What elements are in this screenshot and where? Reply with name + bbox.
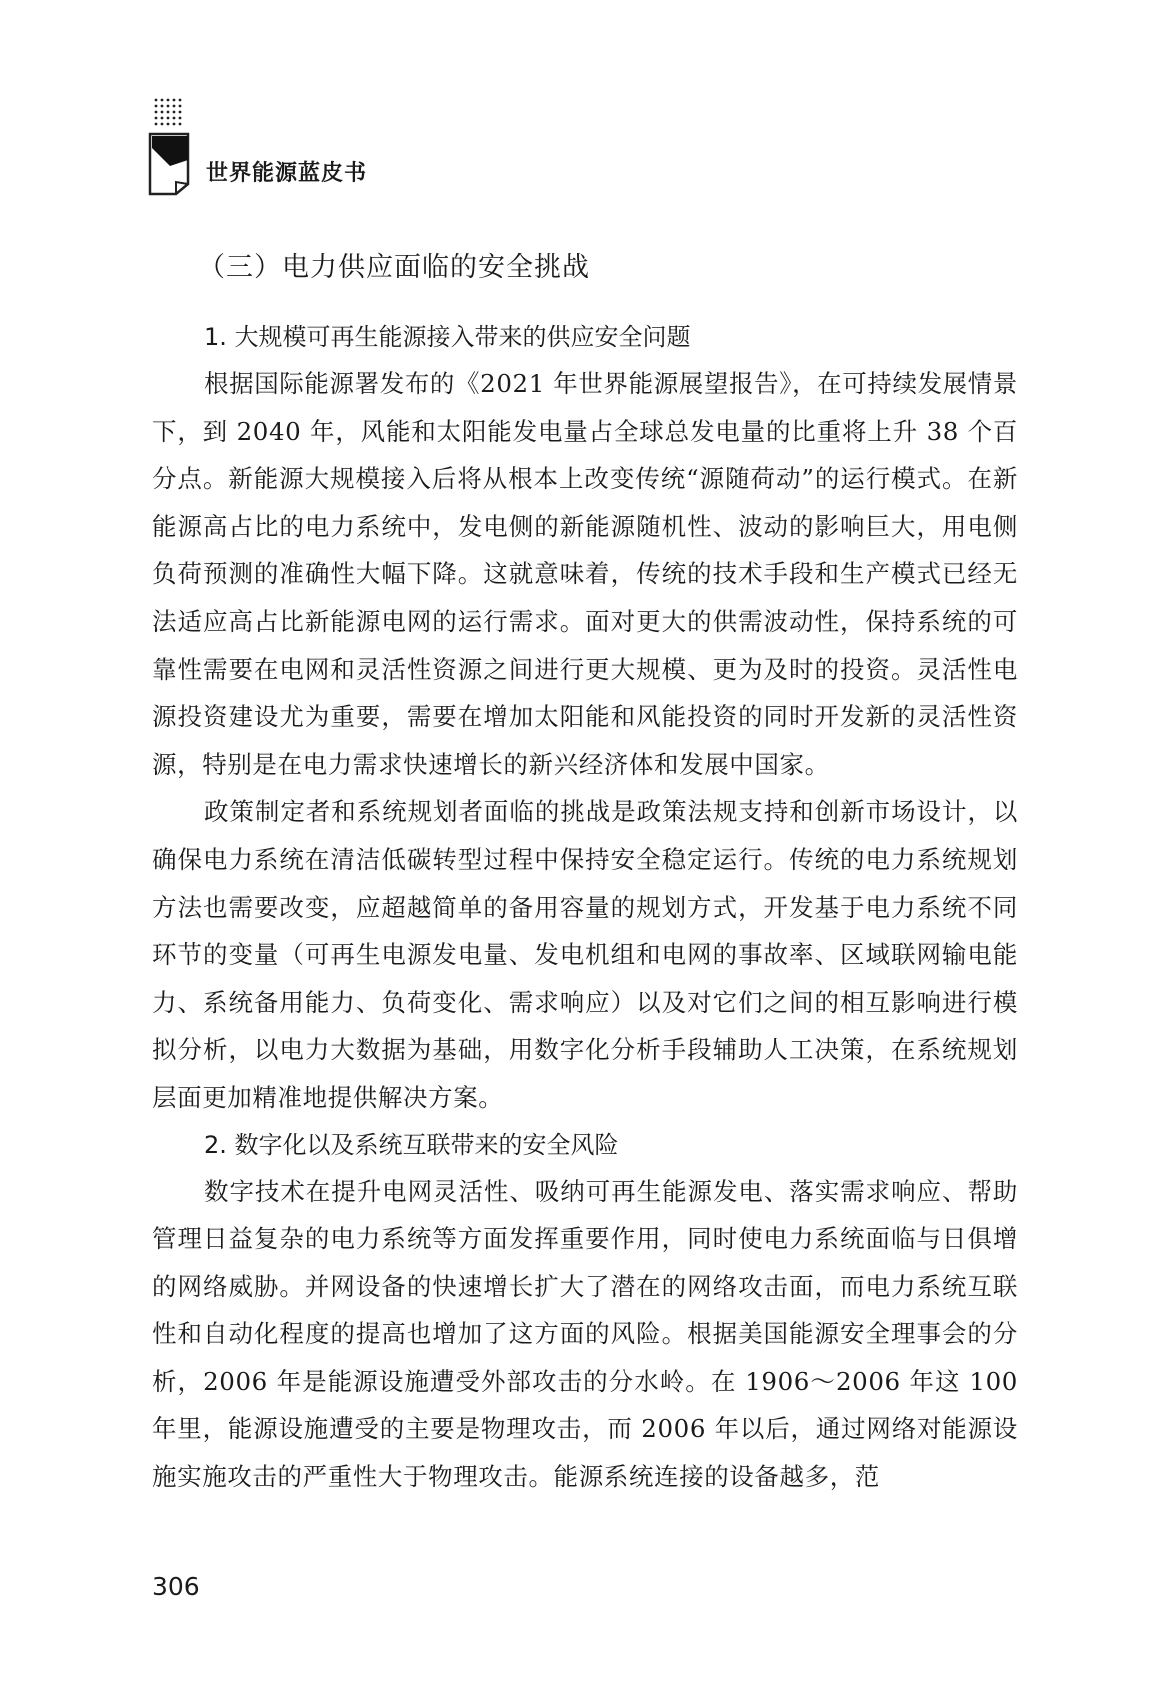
section-heading: （三）电力供应面临的安全挑战	[198, 252, 590, 283]
book-corner-dots-logo-icon	[148, 96, 196, 196]
page-number: 306	[152, 1572, 200, 1601]
main-content	[152, 246, 1018, 1501]
subsection-heading: 1. 大规模可再生能源接入带来的供应安全问题	[204, 323, 691, 351]
paragraph: 根据国际能源署发布的《2021 年世界能源展望报告》，在可持续发展情景下，到 2040 年，风能和太阳能发电量占全球总发电量的比重将上升 38 个百分点。新能源大规模接入后将从根本上改变传统“源随荷动”的运行模式。在新能源高占比的电力系统中，发电侧的新能源随机性、波动的影响巨大，用电侧负荷预测的准确性大幅下降。这就意味着，传统的技术手段和生产模式已经无法适应高占比新能源电网的运行需求。面对更大的供需波动性，保持系统的可靠性需要在电网和灵活性资源之间进行更大规模、更为及时的投资。灵活性电源投资建设尤为重要，需要在增加太阳能和风能投资的同时开发新的灵活性资源，特别是在电力需求快速增长的新兴经济体和发展中国家。	[152, 369, 1018, 779]
paragraph: 数字技术在提升电网灵活性、吸纳可再生能源发电、落实需求响应、帮助管理日益复杂的电力系统等方面发挥重要作用，同时使电力系统面临与日俱增的网络威胁。并网设备的快速增长扩大了潜在的网络攻击面，而电力系统互联性和自动化程度的提高也增加了这方面的风险。根据美国能源安全理事会的分析，2006 年是能源设施遭受外部攻击的分水岭。在 1906～2006 年这 100 年里，能源设施遭受的主要是物理攻击，而 2006 年以后，通过网络对能源设施实施攻击的严重性大于物理攻击。能源系统连接的设备越多，范	[152, 1176, 1018, 1492]
paragraph: 政策制定者和系统规划者面临的挑战是政策法规支持和创新市场设计，以确保电力系统在清洁低碳转型过程中保持安全稳定运行。传统的电力系统规划方法也需要改变，应超越简单的备用容量的规划方式，开发基于电力系统不同环节的变量（可再生电源发电量、发电机组和电网的事故率、区域联网输电能力、系统备用能力、负荷变化、需求响应）以及对它们之间的相互影响进行模拟分析，以电力大数据为基础，用数字化分析手段辅助人工决策，在系统规划层面更加精准地提供解决方案。	[152, 797, 1018, 1112]
book-series-title: 世界能源蓝皮书	[206, 161, 368, 186]
subsection-heading: 2. 数字化以及系统互联带来的安全风险	[204, 1130, 619, 1159]
